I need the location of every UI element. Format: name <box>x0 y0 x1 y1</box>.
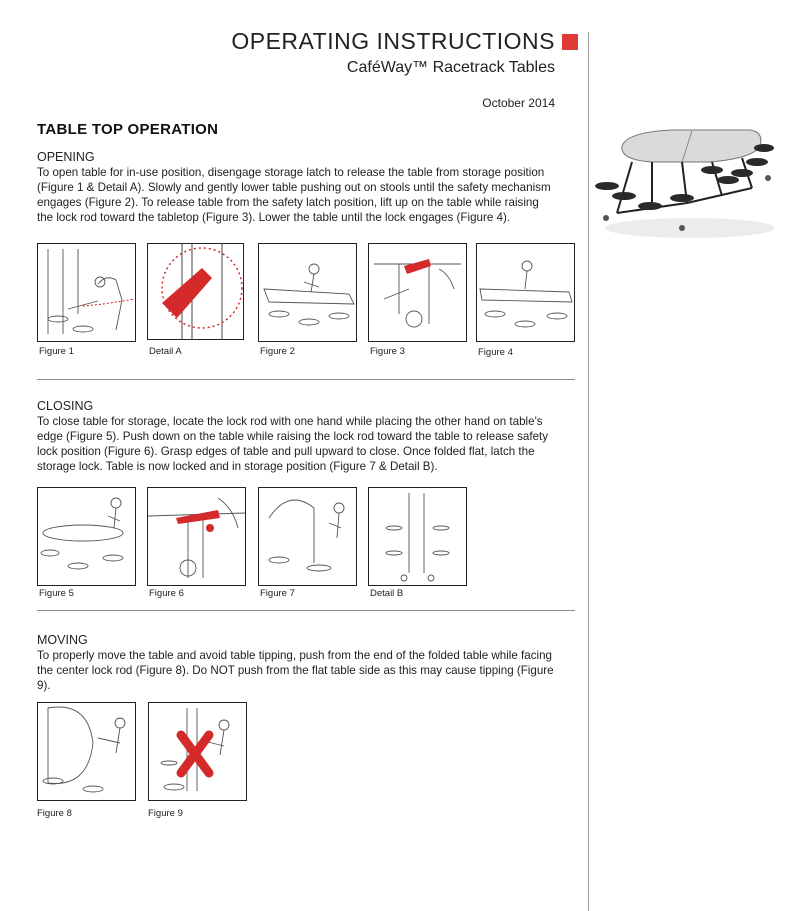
figure-9-illustration <box>148 702 247 801</box>
page-title: OPERATING INSTRUCTIONS <box>231 28 555 54</box>
figure-caption: Detail B <box>370 588 404 599</box>
closing-text: To close table for storage, locate the lock rod with one hand while placing the other hand on table's edge (Figure 5). Push down on the table while raising the lock rod toward the table to release safety lock position (Figure 6). Grasp edges of table and pull upward to close. Once folded flat, latch the storage lock. Table is now locked and in storage position (Figure 7 & Detail B). <box>37 415 549 473</box>
figure-6-illustration <box>147 487 246 586</box>
figure-caption: Figure 9 <box>148 808 183 819</box>
figure-4-illustration <box>476 243 575 342</box>
page-subtitle: CaféWay™ Racetrack Tables <box>346 59 555 76</box>
closing-heading: CLOSING <box>37 399 94 413</box>
figure-2-illustration <box>258 243 357 342</box>
figure-caption: Figure 4 <box>478 347 513 358</box>
prohibited-x-icon <box>181 735 209 773</box>
vertical-divider <box>588 32 589 911</box>
figure-caption: Figure 3 <box>370 346 405 357</box>
figure-caption: Figure 6 <box>149 588 184 599</box>
moving-heading: MOVING <box>37 633 88 647</box>
section-divider <box>37 379 575 380</box>
opening-text: To open table for in-use position, disengage storage latch to release the table from storage position (Figure 1 & Detail A). Slowly and gently lower table pushing out on stools until the safety mechanism engages (Figure 2). To release table from the safety latch position, lift up on the table while raising the lock rod toward the tabletop (Figure 3). Lower the table until the lock engages (Figure 4). <box>37 166 551 224</box>
figure-3-illustration <box>368 243 467 342</box>
figure-caption: Figure 5 <box>39 588 74 599</box>
section-title: TABLE TOP OPERATION <box>37 121 219 138</box>
moving-text: To properly move the table and avoid table tipping, push from the end of the folded table while facing the center lock rod (Figure 8). Do NOT push from the flat table side as this may cause tipping (Figure 9). <box>37 649 554 692</box>
document-date: October 2014 <box>482 96 555 110</box>
section-divider <box>37 610 575 611</box>
figure-8-illustration <box>37 702 136 801</box>
detail-b-illustration <box>368 487 467 586</box>
opening-heading: OPENING <box>37 150 95 164</box>
figure-caption: Detail A <box>149 346 182 357</box>
figure-caption: Figure 7 <box>260 588 295 599</box>
figure-caption: Figure 1 <box>39 346 74 357</box>
figure-7-illustration <box>258 487 357 586</box>
figure-caption: Figure 8 <box>37 808 72 819</box>
detail-a-illustration <box>147 243 244 340</box>
figure-caption: Figure 2 <box>260 346 295 357</box>
brand-square <box>562 34 578 50</box>
figure-5-illustration <box>37 487 136 586</box>
racetrack-table-illustration <box>592 118 788 246</box>
figure-1-illustration <box>37 243 136 342</box>
